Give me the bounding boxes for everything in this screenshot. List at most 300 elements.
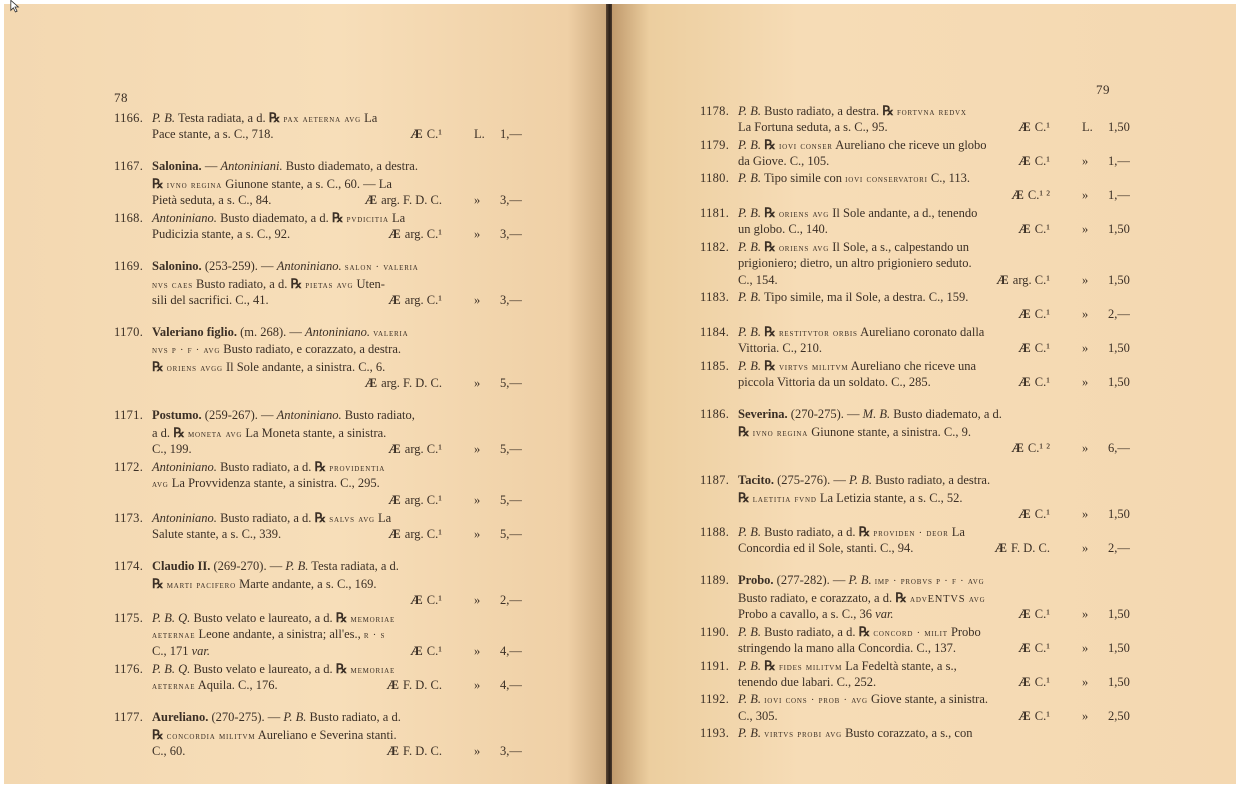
entry-line [114, 609, 532, 626]
catalog-entry [700, 102, 1140, 136]
rarity-mark: » [1082, 541, 1089, 555]
description-text: sili del sacrifici. C., 41. [152, 293, 269, 307]
denomination: P. B. [738, 692, 762, 706]
description-text: Il Sole andante, a d., tenendo [829, 206, 978, 220]
rarity-mark: » [1082, 507, 1089, 521]
entry-line [114, 726, 532, 743]
reverse-symbol: ℞ [314, 510, 327, 525]
rarity-mark: » [474, 527, 481, 541]
denomination: Antoniniano. [276, 259, 342, 273]
description-text: La [361, 111, 378, 125]
mouse-cursor-icon [10, 0, 20, 14]
description-text: La Fedeltà stante, a s., [842, 659, 957, 673]
price-value: 5,— [500, 376, 522, 390]
description-text: Testa radiata, a d. [308, 559, 399, 573]
entry-line [114, 175, 532, 192]
entry-line [114, 341, 532, 358]
metal-catalog-group [387, 743, 442, 760]
description-text: Il Sole andante, a sinistra. C., 6. [222, 360, 386, 374]
catalog-entry [700, 406, 1140, 457]
legend-text: advENTVS avg [910, 594, 986, 605]
legend-text: avg [152, 479, 169, 490]
entry-line [700, 506, 1140, 523]
catalog-entry [700, 691, 1140, 725]
legend-text: oriens avg [778, 243, 830, 254]
catalog-entry [700, 725, 1140, 742]
entry-line [700, 691, 1140, 708]
catalog-entry [114, 660, 532, 694]
description-text: (277-282). — [773, 573, 849, 587]
metal-catalog-group [388, 492, 442, 509]
rarity-mark: » [474, 442, 481, 456]
description-text: Busto radiato, a destra. [872, 473, 991, 487]
entry-line [700, 238, 1140, 255]
entry-line [114, 743, 532, 760]
reverse-symbol: ℞ [764, 137, 776, 152]
reverse-symbol: ℞ [335, 661, 348, 676]
entry-line [114, 324, 532, 341]
reverse-symbol: ℞ [335, 610, 348, 625]
denomination: P. B. [738, 206, 762, 220]
description-text: Busto radiato, e corazzato, a destra. [220, 342, 401, 356]
description-text: Probo [947, 625, 981, 639]
description-text: Vittoria. C., 210. [738, 341, 822, 355]
description-text: Tipo simile, ma il Sole, a destra. C., 159. [761, 290, 969, 304]
metal-symbol: Æ [1018, 507, 1031, 521]
entry-line [700, 255, 1140, 272]
entry-number: 1182. [700, 240, 730, 254]
description-text: (m. 268). — [236, 325, 306, 339]
denomination: P. B. [738, 525, 762, 539]
left-entries [114, 109, 532, 760]
entry-number: 1176. [114, 662, 144, 676]
entry-line [700, 357, 1140, 374]
denomination: P. B. [283, 710, 307, 724]
price-value: 2,— [1108, 307, 1130, 321]
catalog-reference: arg. C.¹ [404, 227, 442, 241]
catalog-entry [114, 407, 532, 458]
entry-number: 1190. [700, 625, 730, 639]
entry-line [114, 441, 532, 458]
description-text: La [948, 525, 965, 539]
metal-catalog-group [1011, 187, 1050, 204]
description-text: a d. [152, 426, 174, 440]
price-value: 5,— [500, 442, 522, 456]
denomination: P. B. [738, 104, 762, 118]
entry-line [114, 558, 532, 575]
price-value: 1,50 [1108, 507, 1130, 521]
entry-line [700, 153, 1140, 170]
rarity-mark: » [1082, 641, 1089, 655]
description-text: Aureliano e Severina stanti. [255, 728, 397, 742]
description-text: Uten- [353, 277, 385, 291]
metal-catalog-group [365, 375, 442, 392]
reverse-symbol: ℞ [290, 276, 303, 291]
catalog-entry [114, 709, 532, 760]
catalog-reference: arg. C.¹ [1012, 273, 1050, 287]
description-text: Busto radiato, a destra. [761, 104, 883, 118]
ruler-name: Postumo. [152, 408, 202, 422]
legend-text: marti pacifero [166, 580, 236, 591]
legend-text: providentia [329, 463, 386, 474]
description-text: Testa radiata, a d. [175, 111, 269, 125]
price-value: 5,— [500, 527, 522, 541]
metal-symbol: Æ [1011, 441, 1024, 455]
page-number-left: 78 [114, 90, 128, 105]
legend-text: iovi conser [778, 141, 833, 152]
description-text: Busto corazzato, a s., con [841, 726, 973, 740]
entry-line [700, 423, 1140, 440]
entry-number: 1187. [700, 473, 730, 487]
legend-text: salon · valeria [344, 262, 419, 273]
entry-number: 1173. [114, 511, 144, 525]
rarity-mark: » [474, 293, 481, 307]
catalog-entry [114, 109, 532, 143]
entry-line [114, 226, 532, 243]
catalog-entry [700, 357, 1140, 391]
catalog-reference: F. D. C. [403, 744, 442, 758]
catalog-entry [700, 472, 1140, 523]
entry-number: 1181. [700, 206, 730, 220]
catalog-entry [114, 609, 532, 660]
metal-catalog-group [410, 592, 442, 609]
entry-line [700, 523, 1140, 540]
description-text: Giunone stante, a sinistra. C., 9. [808, 425, 971, 439]
metal-catalog-group [1018, 674, 1050, 691]
metal-catalog-group [996, 272, 1050, 289]
catalog-reference: C.¹ ² [1027, 188, 1050, 202]
reverse-symbol: ℞ [738, 490, 750, 505]
price-value: 1,50 [1108, 375, 1130, 389]
description-text: Busto diademato, a d. [890, 407, 1002, 421]
metal-catalog-group [1018, 306, 1050, 323]
description-text: prigioniero; dietro, un altro prigioniero seduto. [738, 256, 972, 270]
description-text: (270-275). — [787, 407, 863, 421]
catalog-reference: C.¹ [1034, 120, 1050, 134]
reverse-symbol: ℞ [268, 110, 281, 125]
description-text: (270-275). — [208, 710, 284, 724]
reverse-symbol: ℞ [882, 103, 894, 118]
reverse-symbol: ℞ [895, 590, 907, 605]
denomination: P. B. [152, 111, 176, 125]
description-text: C., 60. [152, 744, 186, 758]
description-text: Busto diademato, a destra. [282, 159, 418, 173]
denomination: Antoniniano. [152, 460, 217, 474]
price-value: 1,50 [1108, 222, 1130, 236]
entry-line [700, 102, 1140, 119]
denomination: P. B. [285, 559, 309, 573]
description-text: Busto radiato, [341, 408, 415, 422]
entry-line [700, 119, 1140, 136]
rarity-mark: » [1082, 607, 1089, 621]
price-value: 1,— [1108, 154, 1130, 168]
reverse-symbol: ℞ [764, 239, 776, 254]
entry-number: 1184. [700, 325, 730, 339]
reverse-symbol: ℞ [152, 727, 164, 742]
denomination: P. B. [738, 726, 762, 740]
denomination: M. B. [862, 407, 891, 421]
metal-catalog-group [410, 126, 442, 143]
metal-symbol: Æ [1018, 120, 1031, 134]
rarity-mark: » [474, 493, 481, 507]
price-value: 1,50 [1108, 273, 1130, 287]
catalog-reference: arg. C.¹ [404, 293, 442, 307]
description-text: stringendo la mano alla Concordia. C., 137. [738, 641, 957, 655]
catalog-reference: C.¹ [1034, 154, 1050, 168]
reverse-symbol: ℞ [764, 658, 776, 673]
metal-catalog-group [388, 526, 442, 543]
metal-symbol: Æ [1018, 375, 1031, 389]
description-text: Concordia ed il Sole, stanti. C., 94. [738, 541, 914, 555]
entry-number: 1170. [114, 325, 144, 339]
legend-text: pvdicitia [346, 214, 389, 225]
legend-text: aeternae [152, 630, 196, 641]
entry-line [700, 725, 1140, 742]
rarity-mark: L. [474, 127, 485, 141]
metal-symbol: Æ [386, 744, 400, 758]
legend-text: imp · probvs p · f · avg [874, 576, 985, 587]
metal-catalog-group [1011, 440, 1050, 457]
catalog-entry [700, 572, 1140, 623]
metal-symbol: Æ [388, 493, 401, 507]
rarity-mark: » [1082, 675, 1089, 689]
legend-text: ivno regina [166, 180, 223, 191]
catalog-reference: C.¹ [1034, 375, 1050, 389]
entry-number: 1179. [700, 138, 730, 152]
legend-text: fortvna redvx [896, 107, 967, 118]
entry-line [114, 375, 532, 392]
entry-number: 1178. [700, 104, 730, 118]
entry-line [114, 575, 532, 592]
rarity-mark: » [474, 644, 481, 658]
catalog-reference: C.¹ [1034, 341, 1050, 355]
description-text: tenendo due labari. C., 252. [738, 675, 877, 689]
description-text: Busto radiato, a d. [761, 625, 859, 639]
metal-catalog-group [1018, 708, 1050, 725]
rarity-mark: » [1082, 341, 1089, 355]
catalog-entry [700, 323, 1140, 357]
entry-number: 1169. [114, 259, 144, 273]
legend-text: valeria [373, 328, 409, 339]
description-text: Leone andante, a sinistra; all'es., [195, 627, 364, 641]
catalog-reference: C.¹ [1034, 641, 1050, 655]
metal-catalog-group [387, 677, 442, 694]
description-text: Busto velato e laureato, a d. [190, 611, 336, 625]
price-value: 3,— [500, 293, 522, 307]
entry-line [700, 306, 1140, 323]
metal-symbol: Æ [364, 193, 378, 207]
price-value: 4,— [500, 678, 522, 692]
entry-line [114, 407, 532, 424]
entry-line [114, 492, 532, 509]
description-text: La Provvidenza stante, a sinistra. C., 295. [168, 476, 380, 490]
entry-number: 1189. [700, 573, 730, 587]
metal-symbol: Æ [994, 541, 1008, 555]
legend-text: pax aeterna avg [283, 114, 362, 125]
entry-number: 1175. [114, 611, 144, 625]
entry-number: 1186. [700, 407, 730, 421]
metal-catalog-group [1018, 606, 1050, 623]
catalog-entry [114, 158, 532, 209]
description-text: Busto radiato, a d. [192, 277, 291, 291]
denomination: Antoniniano. [152, 211, 217, 225]
entry-number: 1188. [700, 525, 730, 539]
entry-line [700, 221, 1140, 238]
entry-line [700, 272, 1140, 289]
metal-catalog-group [365, 192, 442, 209]
legend-text: moneta avg [187, 429, 243, 440]
description-text: Il Sole, a s., calpestando un [829, 240, 970, 254]
metal-symbol: Æ [410, 593, 423, 607]
catalog-reference: C.¹ [1034, 675, 1050, 689]
entry-line [700, 374, 1140, 391]
metal-catalog-group [388, 292, 442, 309]
rarity-mark: » [1082, 709, 1089, 723]
entry-line [700, 170, 1140, 187]
entry-line [114, 592, 532, 609]
metal-symbol: Æ [1018, 307, 1031, 321]
description-text: C., 199. [152, 442, 192, 456]
legend-text: oriens avg [778, 209, 830, 220]
catalog-reference: arg. C.¹ [404, 442, 442, 456]
metal-symbol: Æ [388, 527, 401, 541]
metal-symbol: Æ [388, 227, 401, 241]
price-value: 1,50 [1108, 675, 1130, 689]
entry-line [114, 192, 532, 209]
rarity-mark: » [474, 678, 481, 692]
reverse-symbol: ℞ [764, 358, 776, 373]
catalog-reference: C.¹ [1034, 222, 1050, 236]
description-text: Aureliano coronato dalla [857, 325, 985, 339]
metal-symbol: Æ [388, 442, 401, 456]
catalog-entry [700, 523, 1140, 557]
description-text: La [388, 211, 406, 225]
description-text: piccola Vittoria da un soldato. C., 285. [738, 375, 931, 389]
entry-line [700, 623, 1140, 640]
legend-text: fides militvm [778, 662, 843, 673]
denomination: P. B. [738, 290, 762, 304]
entry-number: 1167. [114, 159, 144, 173]
description-text: Pace stante, a s. C., 718. [152, 127, 274, 141]
right-entries [700, 102, 1140, 742]
reverse-symbol: ℞ [858, 624, 871, 639]
metal-symbol: Æ [386, 678, 400, 692]
metal-symbol: Æ [1018, 154, 1031, 168]
entry-number: 1185. [700, 359, 730, 373]
entry-number: 1166. [114, 111, 144, 125]
reverse-symbol: ℞ [152, 576, 164, 591]
metal-catalog-group [1018, 221, 1050, 238]
legend-text: providen · deor [873, 528, 949, 539]
legend-text: memoriae [350, 665, 396, 676]
description-text: Marte andante, a s. C., 169. [235, 577, 377, 591]
catalog-entry [114, 558, 532, 609]
rarity-mark: » [1082, 188, 1089, 202]
description-text: C., 305. [738, 709, 778, 723]
entry-number: 1183. [700, 290, 730, 304]
entry-line [700, 472, 1140, 489]
legend-text: restitvtor orbis [778, 328, 858, 339]
entry-line [114, 126, 532, 143]
denomination: P. B. [848, 573, 872, 587]
entry-line [700, 204, 1140, 221]
entry-line [114, 709, 532, 726]
entry-line [700, 136, 1140, 153]
catalog-reference: arg. F. D. C. [381, 193, 442, 207]
entry-line [700, 289, 1140, 306]
catalog-reference: C.¹ [1034, 607, 1050, 621]
legend-text: virtvs militvm [778, 362, 849, 373]
catalog-reference: arg. C.¹ [404, 527, 442, 541]
price-value: 6,— [1108, 441, 1130, 455]
catalog-reference: C.¹ [426, 127, 442, 141]
description-text: Aureliano che riceve un globo [832, 138, 987, 152]
entry-line [114, 626, 532, 643]
entry-number: 1168. [114, 211, 144, 225]
denomination: P. B. [738, 325, 762, 339]
legend-text: memoriae [350, 614, 396, 625]
entry-line [700, 187, 1140, 204]
metal-symbol: Æ [1018, 607, 1031, 621]
rarity-mark: » [474, 193, 481, 207]
rarity-mark: » [1082, 222, 1089, 236]
denomination: P. B. [738, 659, 762, 673]
reverse-symbol: ℞ [152, 176, 164, 191]
denomination: Antoniniano. [276, 408, 342, 422]
price-value: 5,— [500, 493, 522, 507]
description-text: Busto diademato, a d. [216, 211, 332, 225]
catalog-entry [114, 209, 532, 243]
ruler-name: Probo. [738, 573, 774, 587]
catalog-reference: arg. C.¹ [404, 493, 442, 507]
entry-line [700, 606, 1140, 623]
catalog-reference: C.¹ [1034, 709, 1050, 723]
ruler-name: Severina. [738, 407, 788, 421]
description-text: Pietà seduta, a s. C., 84. [152, 193, 272, 207]
description-text: (259-267). — [201, 408, 277, 422]
rarity-mark: » [1082, 273, 1089, 287]
description-text: Giove stante, a sinistra. [867, 692, 989, 706]
catalog-reference: C.¹ [1034, 507, 1050, 521]
entry-number: 1171. [114, 408, 144, 422]
entry-number: 1174. [114, 559, 144, 573]
reverse-symbol: ℞ [764, 324, 776, 339]
description-text: Busto radiato, a d. [761, 525, 859, 539]
entry-line [700, 340, 1140, 357]
metal-catalog-group [1018, 374, 1050, 391]
metal-symbol: Æ [410, 644, 423, 658]
entry-line [114, 158, 532, 175]
catalog-entry [700, 657, 1140, 691]
denomination: P. B. Q. [152, 662, 191, 676]
metal-symbol: Æ [1018, 222, 1031, 236]
entry-line [700, 489, 1140, 506]
legend-text: aeternae [152, 681, 196, 692]
metal-symbol: Æ [1018, 341, 1031, 355]
reverse-symbol: ℞ [764, 205, 776, 220]
description-text: Busto radiato, a d. [306, 710, 401, 724]
legend-text: concordia militvm [166, 731, 256, 742]
metal-catalog-group [388, 226, 442, 243]
description-text: Busto radiato, a d. [216, 460, 315, 474]
legend-text: salvs avg [329, 514, 375, 525]
legend-text: laetitia fvnd [752, 494, 817, 505]
description-text: Salute stante, a s. C., 339. [152, 527, 282, 541]
entry-line [700, 406, 1140, 423]
catalog-entry [114, 458, 532, 509]
reverse-symbol: ℞ [152, 359, 164, 374]
description-text: Aquila. C., 176. [195, 678, 278, 692]
